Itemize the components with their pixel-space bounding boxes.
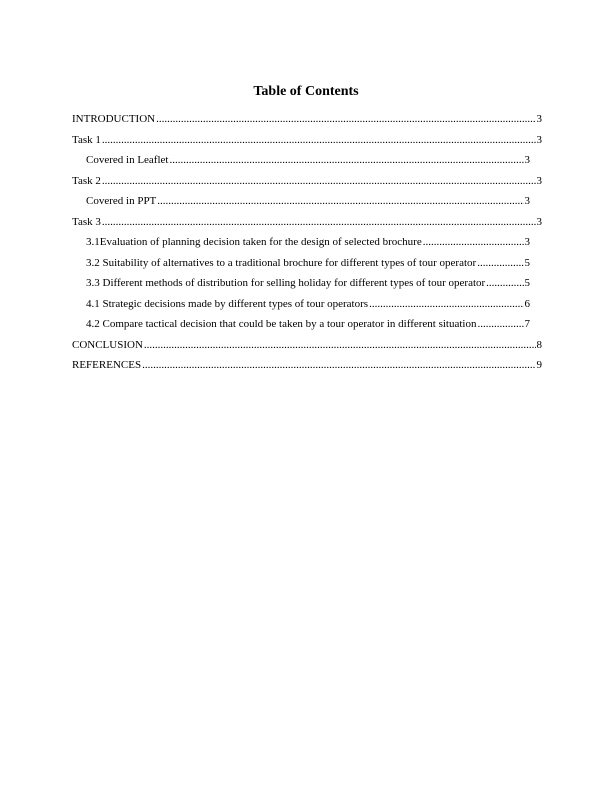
toc-entry-page: 7 bbox=[524, 318, 530, 330]
toc-dot-leader bbox=[102, 215, 536, 229]
toc-entry-label: REFERENCES bbox=[72, 359, 142, 371]
toc-entry-label: 3.3 Different methods of distribution for selling holiday for different types of tour operator bbox=[86, 277, 486, 289]
toc-entry[interactable] bbox=[72, 338, 542, 359]
toc-entry[interactable] bbox=[72, 317, 530, 338]
toc-entry[interactable] bbox=[72, 174, 542, 195]
toc-entry-label: 4.2 Compare tactical decision that could be taken by a tour operator in different situation bbox=[86, 318, 477, 330]
toc-dot-leader bbox=[142, 358, 535, 372]
toc-entry-page: 6 bbox=[524, 297, 530, 310]
toc-entry-page: 5 bbox=[524, 256, 530, 269]
toc-entry[interactable] bbox=[72, 194, 530, 215]
toc-dot-leader bbox=[169, 153, 523, 167]
toc-dot-leader bbox=[477, 317, 523, 331]
toc-entry-label: INTRODUCTION bbox=[72, 113, 156, 125]
toc-dot-leader bbox=[477, 256, 523, 270]
toc-title: Table of Contents bbox=[253, 84, 359, 99]
toc-entry-page: 3 bbox=[524, 195, 530, 207]
toc-entry-page: 3 bbox=[536, 133, 542, 146]
toc-entry[interactable] bbox=[72, 276, 530, 297]
toc-dot-leader bbox=[423, 235, 524, 249]
toc-entry-page: 3 bbox=[524, 154, 530, 166]
toc-entry[interactable] bbox=[72, 297, 530, 318]
toc-entry-label: Covered in PPT bbox=[86, 195, 157, 207]
toc-dot-leader bbox=[369, 297, 523, 311]
toc-entry-label: 4.1 Strategic decisions made by different types of tour operators bbox=[86, 297, 369, 310]
toc-entry-label: Covered in Leaflet bbox=[86, 154, 169, 166]
toc-entry[interactable] bbox=[72, 133, 542, 154]
toc-entry[interactable] bbox=[72, 215, 542, 236]
toc-entry-page: 9 bbox=[536, 359, 542, 371]
toc-entry[interactable] bbox=[72, 256, 530, 277]
toc-entry[interactable] bbox=[72, 235, 530, 256]
toc-entry[interactable] bbox=[72, 153, 530, 174]
toc-entry-label: Task 1 bbox=[72, 133, 101, 146]
toc-list bbox=[72, 112, 542, 379]
toc-dot-leader bbox=[144, 338, 536, 352]
toc-entry-page: 3 bbox=[536, 215, 542, 228]
toc-entry-label: Task 3 bbox=[72, 215, 101, 228]
toc-entry-page: 5 bbox=[524, 277, 530, 289]
toc-entry-label: Task 2 bbox=[72, 174, 101, 187]
toc-dot-leader bbox=[486, 276, 523, 290]
toc-entry-page: 3 bbox=[524, 236, 530, 248]
toc-entry-label: CONCLUSION bbox=[72, 338, 143, 351]
toc-entry-page: 3 bbox=[536, 174, 542, 187]
toc-entry[interactable] bbox=[72, 358, 542, 379]
toc-dot-leader bbox=[156, 112, 535, 126]
toc-dot-leader bbox=[102, 174, 536, 188]
toc-dot-leader bbox=[102, 133, 536, 147]
toc-entry[interactable] bbox=[72, 112, 542, 133]
toc-entry-label: 3.2 Suitability of alternatives to a traditional brochure for different types of tour operator bbox=[86, 256, 477, 269]
toc-dot-leader bbox=[157, 194, 523, 208]
toc-entry-page: 3 bbox=[536, 113, 542, 125]
toc-entry-page: 8 bbox=[536, 338, 542, 351]
toc-entry-label: 3.1Evaluation of planning decision taken for the design of selected brochure bbox=[86, 236, 422, 248]
